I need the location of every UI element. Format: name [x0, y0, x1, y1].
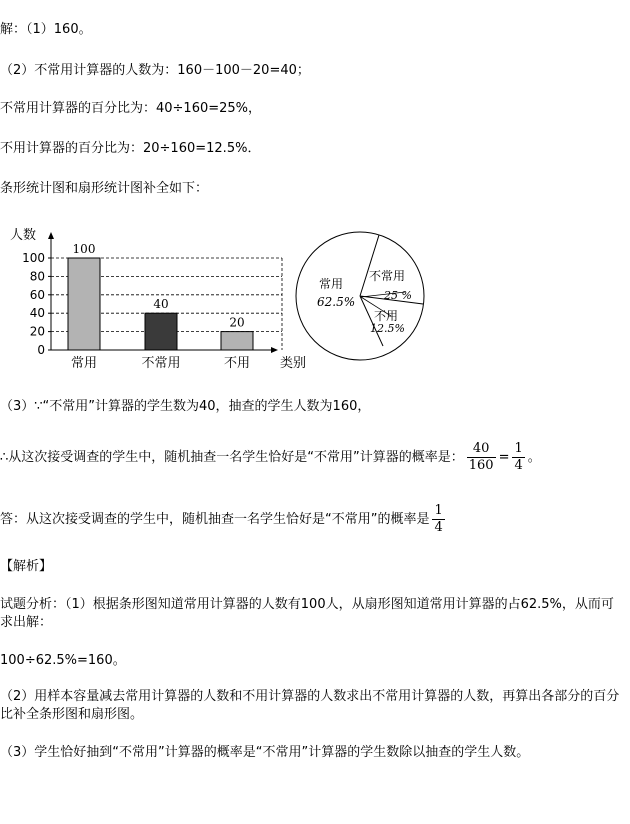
prob-prefix: ∴从这次接受调查的学生中，随机抽查一名学生恰好是“不常用”计算器的概率是：: [0, 450, 464, 465]
solution-line-5: 条形统计图和扇形统计图补全如下：: [0, 181, 209, 196]
category-label: 常用: [70, 356, 98, 371]
pie-label-occasional: 不常用: [369, 269, 406, 283]
analysis-paragraph-3: （2）用样本容量减去常用计算器的人数和不用计算器的人数求出不常用计算器的人数，再算出各部分的百分比补全条形图和扇形图。: [0, 689, 620, 722]
bar: [221, 332, 253, 350]
y-axis-arrow: [48, 232, 54, 239]
fraction-denominator: 4: [434, 520, 443, 535]
fraction-denominator: 160: [468, 458, 494, 473]
y-tick-label: 40: [29, 306, 45, 321]
pie-value-common: 62.5%: [317, 295, 356, 309]
equals-sign: =: [498, 450, 510, 465]
pie-chart: [295, 222, 445, 372]
solution-line-6: （3）∵“不常用”计算器的学生数为40，抽查的学生人数为160，: [0, 399, 371, 414]
analysis-paragraph-4: （3）学生恰好抽到“不常用”计算器的概率是“不常用”计算器的学生数除以抽查的学生人数。: [0, 745, 530, 760]
bar-value-label: 40: [153, 297, 169, 312]
solution-line-1: 解：（1）160。: [0, 22, 92, 37]
y-tick-label: 80: [29, 269, 45, 284]
x-axis-arrow: [271, 347, 278, 353]
analysis-heading: 【解析】: [0, 559, 53, 574]
bar-value-label: 100: [72, 242, 96, 256]
y-tick-label: 0: [37, 343, 45, 357]
fraction-denominator: 4: [514, 458, 523, 473]
bar-chart: [0, 222, 310, 372]
pie-value-occasional: 25 %: [384, 289, 412, 302]
prob-suffix: 。: [527, 450, 541, 465]
bar: [145, 313, 177, 350]
analysis-paragraph-1: 试题分析：（1）根据条形图知道常用计算器的人数有100人，从扇形图知道常用计算器的占62.5%，从而可求出解：: [0, 597, 614, 630]
answer-prefix: 答：从这次接受调查的学生中，随机抽查一名学生恰好是“不常用”的概率是: [0, 512, 430, 527]
pie-label-never: 不用: [374, 309, 399, 323]
answer-fraction: [432, 503, 444, 536]
fraction-numerator: 40: [467, 441, 496, 458]
answer-line: [0, 503, 448, 537]
solution-line-4: 不用计算器的百分比为：20÷160=12.5%．: [0, 141, 261, 156]
fraction-numerator: 1: [434, 503, 443, 518]
analysis-paragraph-2: 100÷62.5%=160。: [0, 653, 126, 668]
pie-label-common: 常用: [319, 277, 344, 291]
y-tick-label: 100: [22, 251, 45, 265]
y-axis-title: 人数: [10, 228, 37, 243]
bar: [68, 258, 100, 350]
pie-value-never: 12.5%: [370, 322, 405, 335]
solution-line-2: （2）不常用计算器的人数为：160－100－20=40；: [0, 63, 310, 78]
x-axis-title: 类别: [280, 356, 307, 371]
fraction-numerator: 1: [514, 441, 523, 456]
solution-line-7: [0, 441, 541, 475]
bar-value-label: 20: [229, 315, 245, 330]
fraction-1-4: [512, 441, 524, 474]
solution-line-3: 不常用计算器的百分比为：40÷160=25%，: [0, 101, 262, 116]
category-label: 不常用: [141, 356, 181, 371]
y-tick-label: 60: [29, 287, 45, 302]
fraction-40-160: [467, 441, 496, 474]
y-ticks: [22, 251, 51, 357]
category-label: 不用: [223, 356, 251, 371]
category-labels: [71, 355, 250, 371]
y-tick-label: 20: [29, 324, 45, 339]
